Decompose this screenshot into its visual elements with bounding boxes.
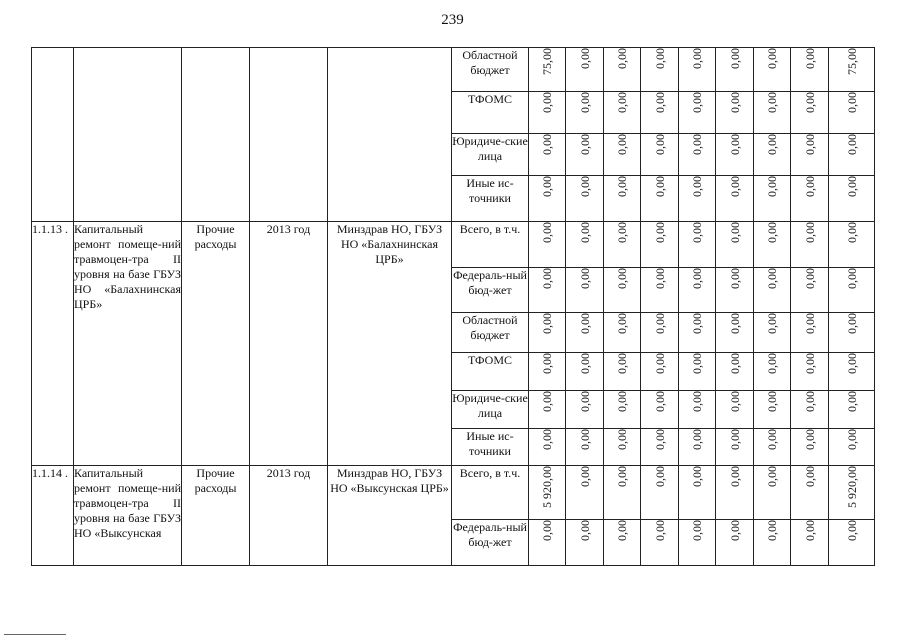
value-text: 0,00 bbox=[577, 520, 592, 541]
value-text: 0,00 bbox=[802, 466, 817, 487]
value-text: 0,00 bbox=[765, 268, 779, 289]
value-cell bbox=[679, 134, 716, 176]
value-cell bbox=[604, 313, 641, 353]
value-text: 0,00 bbox=[615, 176, 629, 197]
funding-source: Иные ис-точники bbox=[452, 176, 529, 222]
value-text: 0,00 bbox=[690, 466, 704, 487]
value-cell bbox=[754, 222, 791, 268]
funding-source: Федераль-ный бюд-жет bbox=[452, 520, 529, 566]
value-text: 0,00 bbox=[844, 353, 859, 374]
value-text: 0,00 bbox=[802, 429, 817, 450]
value-text: 0,00 bbox=[802, 222, 817, 243]
value-cell bbox=[679, 176, 716, 222]
value-cell bbox=[566, 134, 604, 176]
value-text: 0,00 bbox=[727, 268, 742, 289]
value-cell bbox=[829, 268, 875, 313]
value-text: 0,00 bbox=[615, 391, 629, 412]
table-row bbox=[32, 48, 875, 92]
value-text: 0,00 bbox=[577, 48, 592, 69]
value-text: 0,00 bbox=[652, 92, 667, 113]
value-cell bbox=[829, 92, 875, 134]
value-text: 0,00 bbox=[802, 520, 817, 541]
value-cell bbox=[716, 134, 754, 176]
value-cell bbox=[529, 92, 566, 134]
value-cell bbox=[604, 353, 641, 391]
value-text: 0,00 bbox=[540, 520, 554, 541]
value-text: 0,00 bbox=[577, 176, 592, 197]
value-cell bbox=[716, 92, 754, 134]
value-cell bbox=[791, 134, 829, 176]
value-text: 0,00 bbox=[765, 429, 779, 450]
value-cell bbox=[791, 353, 829, 391]
value-cell bbox=[716, 353, 754, 391]
value-cell bbox=[754, 429, 791, 466]
value-cell bbox=[716, 429, 754, 466]
item-number: 1.1.14 . bbox=[32, 466, 74, 566]
item-number: 1.1.13 . bbox=[32, 222, 74, 466]
value-text: 0,00 bbox=[577, 134, 592, 155]
value-cell bbox=[679, 48, 716, 92]
value-cell bbox=[716, 268, 754, 313]
value-text: 0,00 bbox=[844, 520, 859, 541]
value-text: 0,00 bbox=[577, 429, 592, 450]
value-text: 0,00 bbox=[577, 313, 592, 334]
value-cell bbox=[529, 48, 566, 92]
value-text: 0,00 bbox=[690, 429, 704, 450]
value-cell bbox=[529, 429, 566, 466]
value-cell bbox=[529, 134, 566, 176]
value-cell bbox=[791, 313, 829, 353]
value-text: 0,00 bbox=[765, 353, 779, 374]
value-cell bbox=[529, 391, 566, 429]
value-cell bbox=[529, 313, 566, 353]
value-text: 0,00 bbox=[727, 176, 742, 197]
value-text: 0,00 bbox=[727, 353, 742, 374]
item-executor: Минздрав НО, ГБУЗ НО «Выксунская ЦРБ» bbox=[328, 466, 452, 566]
value-text: 0,00 bbox=[765, 222, 779, 243]
value-cell bbox=[604, 466, 641, 520]
value-text: 0,00 bbox=[727, 92, 742, 113]
value-text: 0,00 bbox=[802, 134, 817, 155]
value-text: 0,00 bbox=[652, 353, 667, 374]
value-text: 0,00 bbox=[615, 134, 629, 155]
value-text: 0,00 bbox=[540, 222, 554, 243]
value-cell bbox=[529, 466, 566, 520]
value-cell bbox=[604, 429, 641, 466]
value-cell bbox=[566, 391, 604, 429]
value-cell bbox=[791, 48, 829, 92]
value-text: 0,00 bbox=[615, 353, 629, 374]
funding-source: ТФОМС bbox=[452, 353, 529, 391]
value-cell bbox=[791, 268, 829, 313]
value-text: 0,00 bbox=[727, 466, 742, 487]
value-text: 0,00 bbox=[727, 313, 742, 334]
funding-source: Всего, в т.ч. bbox=[452, 222, 529, 268]
expense-type: Прочие расходы bbox=[182, 222, 250, 466]
value-cell bbox=[679, 222, 716, 268]
value-text: 0,00 bbox=[765, 134, 779, 155]
value-cell bbox=[566, 48, 604, 92]
value-cell bbox=[829, 313, 875, 353]
value-cell bbox=[566, 268, 604, 313]
value-text: 0,00 bbox=[802, 391, 817, 412]
value-cell bbox=[829, 48, 875, 92]
value-text: 0,00 bbox=[765, 520, 779, 541]
value-text: 0,00 bbox=[844, 391, 859, 412]
value-text: 0,00 bbox=[690, 268, 704, 289]
value-cell bbox=[829, 391, 875, 429]
value-text: 0,00 bbox=[802, 92, 817, 113]
value-cell bbox=[566, 466, 604, 520]
value-text: 0,00 bbox=[540, 268, 554, 289]
expense-type bbox=[182, 48, 250, 222]
value-text: 0,00 bbox=[540, 391, 554, 412]
item-year bbox=[250, 48, 328, 222]
value-cell bbox=[641, 391, 679, 429]
value-cell bbox=[754, 520, 791, 566]
value-text: 0,00 bbox=[802, 313, 817, 334]
value-cell bbox=[716, 48, 754, 92]
value-text: 0,00 bbox=[540, 134, 554, 155]
funding-source: ТФОМС bbox=[452, 92, 529, 134]
value-text: 0,00 bbox=[802, 176, 817, 197]
funding-source: Юридиче-ские лица bbox=[452, 391, 529, 429]
value-cell bbox=[716, 222, 754, 268]
value-text: 5 920,00 bbox=[844, 466, 859, 508]
value-cell bbox=[829, 353, 875, 391]
value-cell bbox=[641, 222, 679, 268]
value-text: 0,00 bbox=[765, 176, 779, 197]
value-cell bbox=[566, 92, 604, 134]
table-row bbox=[32, 466, 875, 520]
value-cell bbox=[566, 222, 604, 268]
value-cell bbox=[604, 92, 641, 134]
value-cell bbox=[716, 391, 754, 429]
value-text: 0,00 bbox=[615, 92, 629, 113]
value-text: 0,00 bbox=[690, 520, 704, 541]
item-name: Капитальный ремонт помеще-ний травмоцен-тра II уровня на базе ГБУЗ НО «Выксунская bbox=[74, 466, 182, 566]
value-cell bbox=[641, 429, 679, 466]
value-text: 0,00 bbox=[802, 48, 817, 69]
value-text: 0,00 bbox=[615, 429, 629, 450]
value-text: 0,00 bbox=[690, 176, 704, 197]
value-text: 0,00 bbox=[690, 313, 704, 334]
item-name: Капитальный ремонт помеще-ний травмоцен-тра II уровня на базе ГБУЗ НО «Балахнинская ЦРБ» bbox=[74, 222, 182, 466]
value-text: 0,00 bbox=[765, 466, 779, 487]
value-text: 75,00 bbox=[540, 48, 554, 75]
value-cell bbox=[566, 353, 604, 391]
value-text: 5 920,00 bbox=[540, 466, 554, 508]
value-text: 0,00 bbox=[615, 268, 629, 289]
value-cell bbox=[529, 222, 566, 268]
value-cell bbox=[604, 268, 641, 313]
value-text: 0,00 bbox=[652, 48, 667, 69]
value-text: 0,00 bbox=[727, 222, 742, 243]
page-number: 239 bbox=[441, 12, 464, 28]
value-cell bbox=[679, 391, 716, 429]
value-text: 0,00 bbox=[844, 313, 859, 334]
value-cell bbox=[791, 520, 829, 566]
value-text: 0,00 bbox=[727, 391, 742, 412]
value-cell bbox=[641, 48, 679, 92]
value-text: 0,00 bbox=[727, 429, 742, 450]
value-text: 0,00 bbox=[690, 92, 704, 113]
value-cell bbox=[829, 520, 875, 566]
value-cell bbox=[754, 313, 791, 353]
value-text: 0,00 bbox=[765, 92, 779, 113]
value-text: 0,00 bbox=[652, 222, 667, 243]
value-cell bbox=[641, 134, 679, 176]
value-cell bbox=[754, 353, 791, 391]
value-text: 0,00 bbox=[844, 176, 859, 197]
value-cell bbox=[754, 466, 791, 520]
value-cell bbox=[791, 391, 829, 429]
value-text: 0,00 bbox=[577, 353, 592, 374]
funding-source: Всего, в т.ч. bbox=[452, 466, 529, 520]
value-cell bbox=[604, 391, 641, 429]
value-cell bbox=[716, 466, 754, 520]
value-text: 0,00 bbox=[577, 92, 592, 113]
value-text: 0,00 bbox=[844, 92, 859, 113]
value-text: 0,00 bbox=[540, 429, 554, 450]
value-text: 0,00 bbox=[652, 176, 667, 197]
value-cell bbox=[679, 466, 716, 520]
value-cell bbox=[791, 176, 829, 222]
value-text: 0,00 bbox=[802, 268, 817, 289]
value-text: 0,00 bbox=[765, 313, 779, 334]
value-cell bbox=[754, 176, 791, 222]
value-cell bbox=[829, 222, 875, 268]
value-text: 0,00 bbox=[765, 391, 779, 412]
value-text: 0,00 bbox=[540, 313, 554, 334]
value-text: 0,00 bbox=[690, 391, 704, 412]
value-cell bbox=[604, 520, 641, 566]
value-cell bbox=[716, 313, 754, 353]
value-cell bbox=[529, 176, 566, 222]
value-cell bbox=[754, 48, 791, 92]
value-text: 0,00 bbox=[615, 48, 629, 69]
value-cell bbox=[754, 268, 791, 313]
value-cell bbox=[829, 134, 875, 176]
table-row bbox=[32, 222, 875, 268]
value-cell bbox=[716, 520, 754, 566]
value-text: 0,00 bbox=[652, 268, 667, 289]
value-cell bbox=[641, 268, 679, 313]
value-cell bbox=[679, 92, 716, 134]
value-text: 0,00 bbox=[652, 429, 667, 450]
value-text: 0,00 bbox=[615, 222, 629, 243]
value-text: 0,00 bbox=[690, 48, 704, 69]
value-text: 0,00 bbox=[844, 134, 859, 155]
value-text: 75,00 bbox=[844, 48, 859, 75]
value-cell bbox=[566, 176, 604, 222]
funding-source: Областной бюджет bbox=[452, 313, 529, 353]
footer-rule bbox=[4, 634, 66, 635]
value-text: 0,00 bbox=[615, 313, 629, 334]
value-cell bbox=[529, 520, 566, 566]
value-cell bbox=[604, 222, 641, 268]
value-text: 0,00 bbox=[652, 466, 667, 487]
value-cell bbox=[716, 176, 754, 222]
item-executor bbox=[328, 48, 452, 222]
value-cell bbox=[604, 48, 641, 92]
item-year: 2013 год bbox=[250, 222, 328, 466]
value-cell bbox=[679, 313, 716, 353]
value-text: 0,00 bbox=[727, 520, 742, 541]
value-text: 0,00 bbox=[652, 520, 667, 541]
value-text: 0,00 bbox=[577, 222, 592, 243]
value-cell bbox=[566, 313, 604, 353]
value-cell bbox=[566, 520, 604, 566]
value-cell bbox=[641, 520, 679, 566]
value-cell bbox=[566, 429, 604, 466]
value-cell bbox=[679, 268, 716, 313]
value-cell bbox=[641, 466, 679, 520]
value-cell bbox=[679, 429, 716, 466]
value-cell bbox=[679, 353, 716, 391]
value-text: 0,00 bbox=[844, 222, 859, 243]
value-cell bbox=[529, 353, 566, 391]
value-text: 0,00 bbox=[727, 48, 742, 69]
funding-source: Областной бюджет bbox=[452, 48, 529, 92]
value-cell bbox=[791, 222, 829, 268]
value-text: 0,00 bbox=[577, 391, 592, 412]
value-text: 0,00 bbox=[652, 391, 667, 412]
value-text: 0,00 bbox=[577, 466, 592, 487]
budget-table bbox=[31, 47, 875, 566]
item-executor: Минздрав НО, ГБУЗ НО «Балахнинская ЦРБ» bbox=[328, 222, 452, 466]
funding-source: Федераль-ный бюд-жет bbox=[452, 268, 529, 313]
item-name bbox=[74, 48, 182, 222]
expense-type: Прочие расходы bbox=[182, 466, 250, 566]
value-cell bbox=[791, 466, 829, 520]
value-text: 0,00 bbox=[577, 268, 592, 289]
value-cell bbox=[641, 176, 679, 222]
value-text: 0,00 bbox=[540, 353, 554, 374]
value-cell bbox=[754, 134, 791, 176]
value-cell bbox=[604, 134, 641, 176]
value-text: 0,00 bbox=[765, 48, 779, 69]
value-cell bbox=[791, 92, 829, 134]
value-cell bbox=[604, 176, 641, 222]
value-cell bbox=[641, 313, 679, 353]
item-year: 2013 год bbox=[250, 466, 328, 566]
value-cell bbox=[641, 353, 679, 391]
value-cell bbox=[829, 176, 875, 222]
value-cell bbox=[829, 429, 875, 466]
value-text: 0,00 bbox=[540, 92, 554, 113]
item-number bbox=[32, 48, 74, 222]
value-cell bbox=[679, 520, 716, 566]
value-cell bbox=[754, 92, 791, 134]
value-cell bbox=[829, 466, 875, 520]
value-text: 0,00 bbox=[690, 222, 704, 243]
value-cell bbox=[529, 268, 566, 313]
value-text: 0,00 bbox=[690, 134, 704, 155]
value-text: 0,00 bbox=[844, 268, 859, 289]
value-text: 0,00 bbox=[540, 176, 554, 197]
value-text: 0,00 bbox=[802, 353, 817, 374]
value-text: 0,00 bbox=[615, 520, 629, 541]
value-text: 0,00 bbox=[727, 134, 742, 155]
value-text: 0,00 bbox=[615, 466, 629, 487]
value-text: 0,00 bbox=[652, 134, 667, 155]
funding-source: Иные ис-точники bbox=[452, 429, 529, 466]
value-cell bbox=[641, 92, 679, 134]
value-cell bbox=[754, 391, 791, 429]
value-text: 0,00 bbox=[652, 313, 667, 334]
value-cell bbox=[791, 429, 829, 466]
funding-source: Юридиче-ские лица bbox=[452, 134, 529, 176]
value-text: 0,00 bbox=[844, 429, 859, 450]
value-text: 0,00 bbox=[690, 353, 704, 374]
